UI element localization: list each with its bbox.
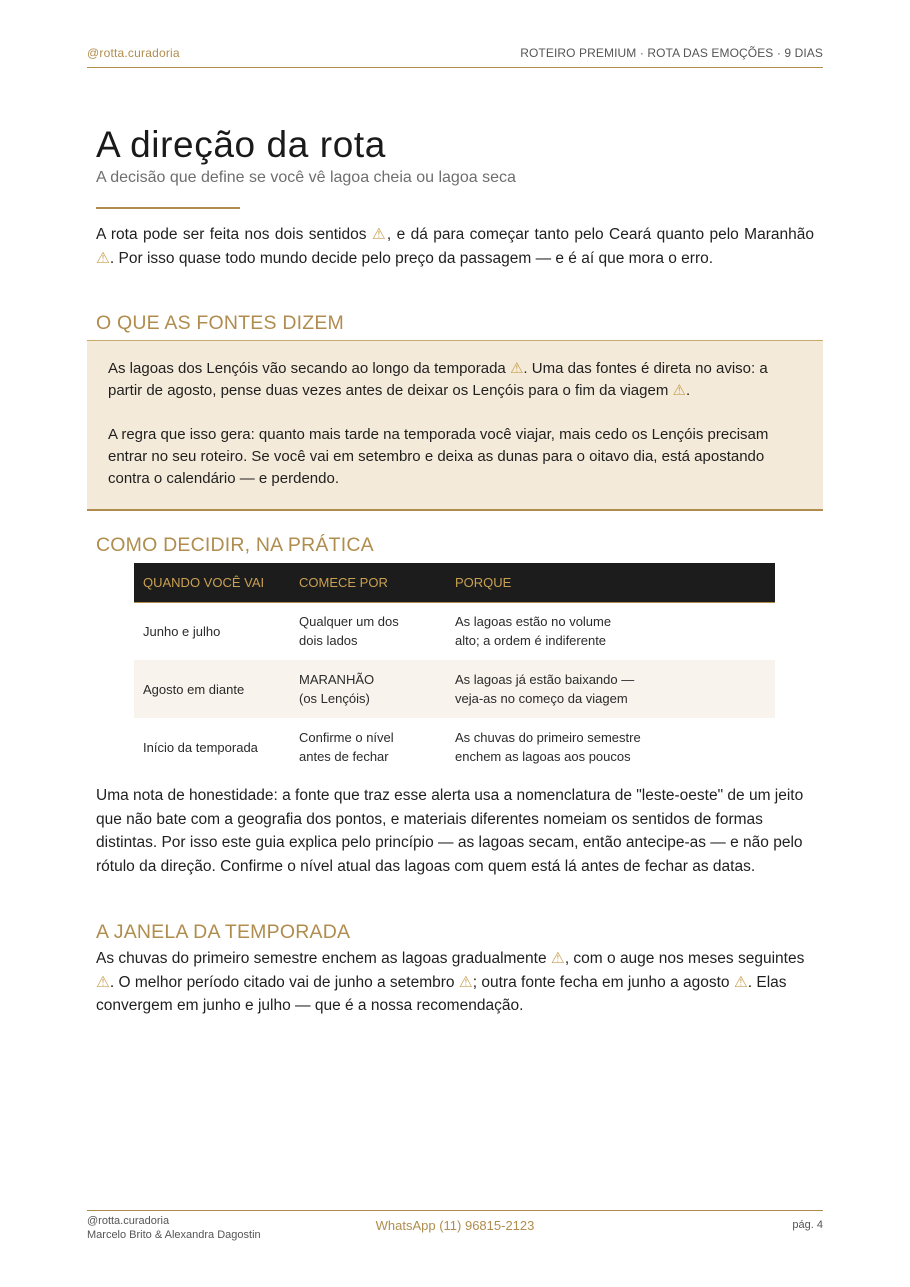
page-footer (87, 1210, 823, 1241)
page-number: pág. 4 (792, 1219, 823, 1231)
header-brand: @rotta.curadoria (87, 46, 180, 60)
warning-icon: ⚠ (96, 249, 110, 267)
warning-icon: ⚠ (733, 973, 748, 991)
footer-brand: @rotta.curadoria (87, 1215, 170, 1227)
warning-icon: ⚠ (458, 973, 473, 991)
column-header: PORQUE (446, 563, 775, 602)
warning-icon: ⚠ (371, 226, 387, 243)
page-header (87, 46, 823, 68)
section-heading-sources: O QUE AS FONTES DIZEM (96, 312, 344, 334)
table-cell: Qualquer um dos dois lados (299, 614, 399, 649)
warning-icon: ⚠ (672, 382, 686, 399)
warning-icon: ⚠ (550, 950, 565, 967)
table-cell: Confirme o nível antes de fechar (299, 730, 394, 764)
section-heading-decide: COMO DECIDIR, NA PRÁTICA (96, 534, 374, 556)
table-cell: MARANHÃO (os Lençóis) (290, 660, 446, 718)
column-header: COMECE POR (290, 563, 446, 602)
intro-paragraph: A rota pode ser feita nos dois sentidos ⚠, e dá para começar tanto pelo Ceará quanto pelo Maranhão ⚠. Por isso quase todo mundo decide pelo preço da passagem — e é aí que mora o erro. (96, 226, 814, 267)
section-heading-season: A JANELA DA TEMPORADA (96, 921, 351, 943)
table-cell: As lagoas estão no volume alto; a ordem é indiferente (455, 614, 612, 649)
table-cell: As chuvas do primeiro semestre enchem as lagoas aos poucos (455, 730, 641, 764)
warning-icon: ⚠ (96, 973, 110, 991)
table-header-row (134, 563, 775, 602)
callout-paragraph: A regra que isso gera: quanto mais tarde na temporada você viajar, mais cedo os Lençóis precisam entrar no seu roteiro. Se você vai em setembro e deixa as dunas para o oitavo dia, está apostando contra o calendário — e perdendo. (108, 426, 769, 487)
table-cell: Início da temporada (143, 739, 258, 755)
table-cell: Junho e julho (143, 623, 221, 639)
table-row (134, 602, 775, 660)
decision-table (134, 563, 775, 776)
table-row (134, 660, 775, 718)
honesty-note-paragraph: Uma nota de honestidade: a fonte que traz esse alerta usa a nomenclatura de "leste-oeste" de um jeito que não bate com a geografia dos pontos, e materiais diferentes nomeiam os sentidos de formas distintas. Por isso este guia explica pelo princípio — as lagoas secam, então antecipe-as — e não pelo rótulo da direção. Confirme o nível atual das lagoas com quem está lá antes de fechar as datas. (96, 787, 804, 875)
sources-callout (87, 340, 823, 511)
footer-authors: Marcelo Brito & Alexandra Dagostin (87, 1229, 261, 1241)
footer-whatsapp-contact: WhatsApp (11) 96815-2123 (375, 1218, 535, 1233)
table-cell: As lagoas já estão baixando — veja-as no começo da viagem (446, 660, 775, 718)
header-document-title: ROTEIRO PREMIUM · ROTA DAS EMOÇÕES · 9 DIAS (520, 46, 823, 60)
column-header: QUANDO VOCÊ VAI (134, 563, 290, 602)
page-title: A direção da rota (96, 124, 386, 165)
warning-icon: ⚠ (509, 360, 524, 377)
page-subtitle: A decisão que define se você vê lagoa cheia ou lagoa seca (96, 169, 516, 186)
title-divider (96, 207, 240, 209)
callout-paragraph: As lagoas dos Lençóis vão secando ao longo da temporada ⚠. Uma das fontes é direta no aviso: a partir de agosto, pense duas vezes antes de deixar os Lençóis para o fim da viagem ⚠. (108, 360, 768, 399)
season-paragraph: As chuvas do primeiro semestre enchem as lagoas gradualmente ⚠, com o auge nos meses seguintes ⚠. O melhor período citado vai de junho a setembro ⚠; outra fonte fecha em junho a agosto ⚠. Elas convergem em junho e julho — que é a nossa recomendação. (96, 950, 805, 1014)
table-row (134, 718, 775, 776)
table-cell: Agosto em diante (134, 660, 290, 718)
